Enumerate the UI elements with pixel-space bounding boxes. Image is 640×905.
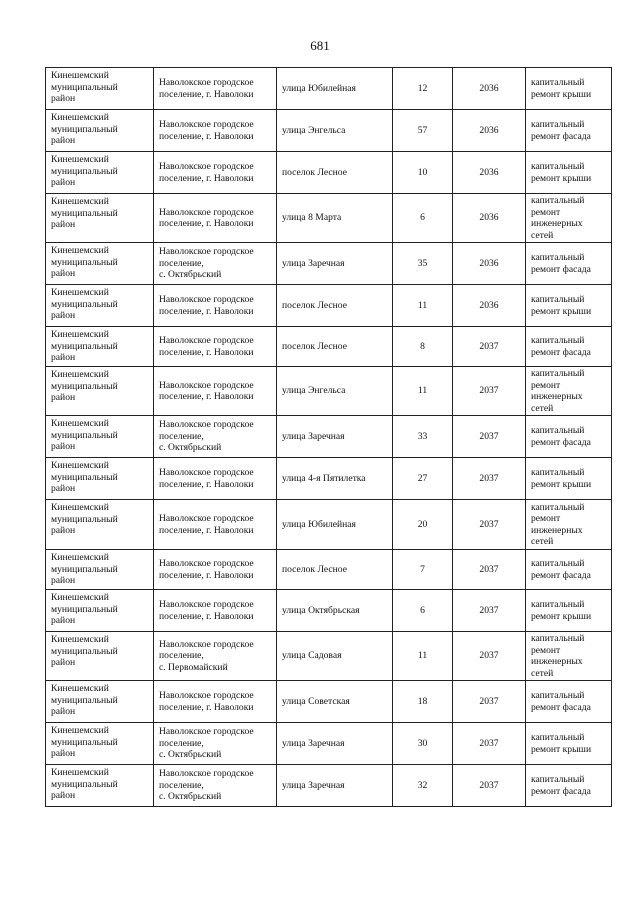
work-type-cell: капитальный ремонт инженерных сетей — [526, 367, 612, 416]
house-number-cell: 12 — [393, 68, 453, 110]
table-row — [46, 367, 612, 416]
district-cell: Кинешемский муниципальный район — [46, 285, 154, 327]
year-cell: 2037 — [453, 632, 526, 681]
work-type-cell: капитальный ремонт крыши — [526, 68, 612, 110]
house-number-cell: 6 — [393, 590, 453, 632]
street-cell: улица Юбилейная — [277, 500, 393, 550]
house-number-cell: 10 — [393, 152, 453, 194]
work-type-cell: капитальный ремонт крыши — [526, 152, 612, 194]
district-cell: Кинешемский муниципальный район — [46, 723, 154, 765]
settlement-cell: Наволокское городское поселение, с. Первомайский — [154, 632, 277, 681]
table-row — [46, 500, 612, 550]
repair-schedule-table — [45, 67, 612, 807]
year-cell: 2036 — [453, 152, 526, 194]
work-type-cell: капитальный ремонт крыши — [526, 723, 612, 765]
house-number-cell: 20 — [393, 500, 453, 550]
table-row — [46, 681, 612, 723]
year-cell: 2036 — [453, 68, 526, 110]
street-cell: улица Энгельса — [277, 367, 393, 416]
settlement-cell: Наволокское городское поселение, с. Октябрьский — [154, 723, 277, 765]
house-number-cell: 7 — [393, 550, 453, 590]
street-cell: улица Садовая — [277, 632, 393, 681]
year-cell: 2037 — [453, 367, 526, 416]
district-cell: Кинешемский муниципальный район — [46, 681, 154, 723]
page-number: 681 — [310, 38, 330, 53]
district-cell: Кинешемский муниципальный район — [46, 243, 154, 285]
street-cell: улица Октябрьская — [277, 590, 393, 632]
work-type-cell: капитальный ремонт фасада — [526, 765, 612, 807]
settlement-cell: Наволокское городское поселение, г. Наволоки — [154, 152, 277, 194]
settlement-cell: Наволокское городское поселение, с. Октябрьский — [154, 765, 277, 807]
year-cell: 2037 — [453, 723, 526, 765]
work-type-cell: капитальный ремонт инженерных сетей — [526, 500, 612, 550]
street-cell: улица Энгельса — [277, 110, 393, 152]
district-cell: Кинешемский муниципальный район — [46, 458, 154, 500]
street-cell: улица Заречная — [277, 723, 393, 765]
table-row — [46, 416, 612, 458]
year-cell: 2037 — [453, 500, 526, 550]
work-type-cell: капитальный ремонт фасада — [526, 243, 612, 285]
street-cell: поселок Лесное — [277, 152, 393, 194]
house-number-cell: 11 — [393, 632, 453, 681]
year-cell: 2036 — [453, 194, 526, 243]
table-row — [46, 194, 612, 243]
table-row — [46, 152, 612, 194]
table-row — [46, 243, 612, 285]
street-cell: поселок Лесное — [277, 285, 393, 327]
year-cell: 2037 — [453, 681, 526, 723]
house-number-cell: 27 — [393, 458, 453, 500]
table-row — [46, 590, 612, 632]
year-cell: 2036 — [453, 285, 526, 327]
settlement-cell: Наволокское городское поселение, с. Октябрьский — [154, 416, 277, 458]
table-row — [46, 765, 612, 807]
work-type-cell: капитальный ремонт фасада — [526, 110, 612, 152]
district-cell: Кинешемский муниципальный район — [46, 152, 154, 194]
district-cell: Кинешемский муниципальный район — [46, 68, 154, 110]
settlement-cell: Наволокское городское поселение, г. Наволоки — [154, 681, 277, 723]
year-cell: 2037 — [453, 550, 526, 590]
settlement-cell: Наволокское городское поселение, г. Наволоки — [154, 194, 277, 243]
district-cell: Кинешемский муниципальный район — [46, 765, 154, 807]
year-cell: 2037 — [453, 416, 526, 458]
street-cell: поселок Лесное — [277, 327, 393, 367]
district-cell: Кинешемский муниципальный район — [46, 327, 154, 367]
table-row — [46, 550, 612, 590]
district-cell: Кинешемский муниципальный район — [46, 110, 154, 152]
settlement-cell: Наволокское городское поселение, г. Наволоки — [154, 367, 277, 416]
house-number-cell: 11 — [393, 285, 453, 327]
table-row — [46, 285, 612, 327]
house-number-cell: 57 — [393, 110, 453, 152]
district-cell: Кинешемский муниципальный район — [46, 590, 154, 632]
settlement-cell: Наволокское городское поселение, г. Наволоки — [154, 550, 277, 590]
house-number-cell: 8 — [393, 327, 453, 367]
year-cell: 2036 — [453, 243, 526, 285]
house-number-cell: 35 — [393, 243, 453, 285]
work-type-cell: капитальный ремонт инженерных сетей — [526, 632, 612, 681]
street-cell: улица 8 Марта — [277, 194, 393, 243]
table-body — [46, 68, 612, 807]
house-number-cell: 18 — [393, 681, 453, 723]
settlement-cell: Наволокское городское поселение, г. Наволоки — [154, 110, 277, 152]
house-number-cell: 30 — [393, 723, 453, 765]
settlement-cell: Наволокское городское поселение, с. Октябрьский — [154, 243, 277, 285]
house-number-cell: 32 — [393, 765, 453, 807]
street-cell: улица Юбилейная — [277, 68, 393, 110]
settlement-cell: Наволокское городское поселение, г. Наволоки — [154, 590, 277, 632]
year-cell: 2037 — [453, 458, 526, 500]
table-row — [46, 110, 612, 152]
table-row — [46, 68, 612, 110]
work-type-cell: капитальный ремонт фасада — [526, 327, 612, 367]
street-cell: улица Заречная — [277, 243, 393, 285]
table-row — [46, 723, 612, 765]
year-cell: 2037 — [453, 590, 526, 632]
house-number-cell: 6 — [393, 194, 453, 243]
settlement-cell: Наволокское городское поселение, г. Наволоки — [154, 285, 277, 327]
settlement-cell: Наволокское городское поселение, г. Наволоки — [154, 500, 277, 550]
district-cell: Кинешемский муниципальный район — [46, 416, 154, 458]
year-cell: 2037 — [453, 765, 526, 807]
settlement-cell: Наволокское городское поселение, г. Наволоки — [154, 68, 277, 110]
district-cell: Кинешемский муниципальный район — [46, 632, 154, 681]
work-type-cell: капитальный ремонт фасада — [526, 681, 612, 723]
work-type-cell: капитальный ремонт фасада — [526, 550, 612, 590]
work-type-cell: капитальный ремонт инженерных сетей — [526, 194, 612, 243]
table-row — [46, 458, 612, 500]
house-number-cell: 33 — [393, 416, 453, 458]
street-cell: улица Заречная — [277, 416, 393, 458]
street-cell: улица 4-я Пятилетка — [277, 458, 393, 500]
street-cell: улица Советская — [277, 681, 393, 723]
table-row — [46, 327, 612, 367]
house-number-cell: 11 — [393, 367, 453, 416]
district-cell: Кинешемский муниципальный район — [46, 194, 154, 243]
district-cell: Кинешемский муниципальный район — [46, 500, 154, 550]
settlement-cell: Наволокское городское поселение, г. Наволоки — [154, 327, 277, 367]
settlement-cell: Наволокское городское поселение, г. Наволоки — [154, 458, 277, 500]
district-cell: Кинешемский муниципальный район — [46, 367, 154, 416]
year-cell: 2037 — [453, 327, 526, 367]
street-cell: улица Заречная — [277, 765, 393, 807]
work-type-cell: капитальный ремонт крыши — [526, 590, 612, 632]
district-cell: Кинешемский муниципальный район — [46, 550, 154, 590]
street-cell: поселок Лесное — [277, 550, 393, 590]
work-type-cell: капитальный ремонт крыши — [526, 458, 612, 500]
work-type-cell: капитальный ремонт фасада — [526, 416, 612, 458]
table-row — [46, 632, 612, 681]
work-type-cell: капитальный ремонт крыши — [526, 285, 612, 327]
year-cell: 2036 — [453, 110, 526, 152]
